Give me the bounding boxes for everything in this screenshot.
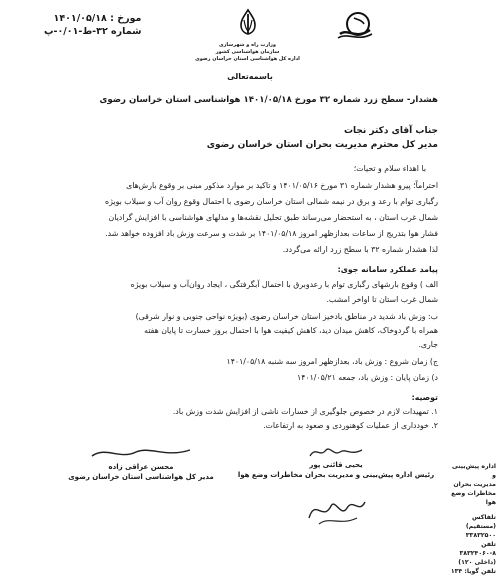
advice-item-2: ۲. خودداری از عملیات کوهنوردی و صعود به ارتفاعات. bbox=[263, 421, 438, 430]
letter-number: شماره ۳۲-ط-۰/۰۱-پ bbox=[44, 26, 142, 37]
body-line-5: لذا هشدار شماره ۳۲ با سطح زرد ارائه می‌گردد. bbox=[282, 245, 438, 254]
org-name: سازمان هواشناسی کشور bbox=[215, 49, 280, 55]
meteorology-logo-icon bbox=[334, 10, 376, 46]
sidebar-line: تلفاکس (مستقیم) bbox=[465, 514, 496, 530]
item-b-line-3: جاری. bbox=[418, 340, 438, 349]
signer-title-left: مدیر کل هواشناسی استان خراسان رضوی bbox=[68, 473, 214, 481]
item-b-line-1: ب: وزش باد شدید در مناطق بادخیز استان خراسان رضوی (بویژه نواحی جنوبی و نوار شرقی) bbox=[135, 312, 438, 321]
body-line-4: فشار هوا بتدریج از ساعات بعدازظهر امروز ۱۴۰۱/۰۵/۱۸ بر شدت و سرعت وزش باد افزوده خواهد شد. bbox=[105, 229, 438, 238]
iran-emblem-block bbox=[180, 8, 315, 63]
bismillah: باسمه‌تعالی bbox=[227, 72, 273, 81]
recipient-name: جناب آقای دکتر نجات bbox=[343, 126, 438, 136]
sidebar-line: هوا bbox=[485, 499, 496, 506]
sidebar-line: مخاطرات وضع bbox=[451, 490, 496, 497]
item-d: د) زمان پایان : وزش باد، جمعه ۱۴۰۱/۰۵/۲۱ bbox=[297, 373, 438, 382]
advice-item-1: ۱. تمهیدات لازم در خصوص جلوگیری از خسارات ناشی از افزایش شدت وزش باد. bbox=[172, 407, 438, 416]
advice-heading: توصیه: bbox=[411, 393, 438, 402]
sidebar-line: تلفن bbox=[481, 541, 496, 548]
signature-block-right bbox=[236, 444, 436, 528]
signer-name-right: یحیی قائنی پور bbox=[309, 461, 363, 469]
letter-date: مورخ : ۱۴۰۱/۰۵/۱۸ bbox=[53, 13, 142, 24]
greeting: با اهداء سلام و تحیات؛ bbox=[353, 164, 426, 173]
contact-sidebar bbox=[446, 462, 496, 576]
forecast-heading: پیامد عملکرد سامانه جوی: bbox=[337, 265, 438, 274]
handwritten-signature bbox=[301, 488, 371, 528]
subject-line: هشدار- سطح زرد شماره ۳۲ مورخ ۱۴۰۱/۰۵/۱۸ هواشناسی استان خراسان رضوی bbox=[99, 95, 438, 105]
signer-title-right: رئیس اداره پیش‌بینی و مدیریت بحران مخاطرات وضع هوا bbox=[237, 471, 435, 479]
letter-meta bbox=[44, 12, 141, 38]
body-line-2: رگباری توام با رعد و برق در نیمه شمالی استان خراسان رضوی با احتمال وقوع روان آب و سیلاب بویژه bbox=[105, 197, 438, 206]
iran-emblem-icon bbox=[235, 8, 261, 36]
signer-name-left: محسن عراقی زاده bbox=[108, 463, 174, 471]
sidebar-line: مدیریت بحران bbox=[453, 481, 496, 488]
item-a-line-1: الف ) وقوع بارشهای رگباری توام با رعدوبرق با احتمال آبگرفتگی ، ایجاد روان‌آب و سیلاب بویژه bbox=[130, 280, 438, 289]
body-line-1: احتراماً؛ پیرو هشدار شماره ۳۱ مورخ ۱۴۰۱/۰۵/۱۶ و تاکید بر موارد مذکور مبنی بر وقوع بارش‌های bbox=[126, 181, 438, 190]
sidebar-line: ۳۸۳۲۴۰۶۰-۸ bbox=[459, 550, 496, 557]
signature-block-left bbox=[66, 444, 216, 482]
item-b-line-2: همراه با گردوخاک، کاهش میدان دید، کاهش کیفیت هوا با احتمال بروز خسارت تا پایان هفته bbox=[144, 326, 438, 335]
sidebar-line: (داخلی ۱۲۰) bbox=[458, 559, 496, 566]
sidebar-line: ۳۳۸۳۲۵۰۰ bbox=[465, 532, 496, 539]
handwritten-signature bbox=[306, 444, 366, 460]
sidebar-line: تلفن گویا: ۱۳۴ bbox=[450, 568, 496, 575]
office-name: اداره کل هواشناسی استان خراسان رضوی bbox=[195, 56, 300, 62]
ministry-name: وزارت راه و شهرسازی bbox=[218, 42, 277, 48]
item-a-line-2: شمال غرب استان تا اواخر امشب. bbox=[326, 295, 438, 304]
body-line-3: شمال غرب استان ، به استحضار می‌رساند طبق تحلیل نقشه‌ها و مدلهای هواشناسی با افزایش گرادیان bbox=[108, 213, 438, 222]
item-c: ج) زمان شروع : وزش باد، بعدازظهر امروز سه شنبه ۱۴۰۱/۰۵/۱۸ bbox=[226, 357, 438, 366]
recipient-title: مدیر کل محترم مدیریت بحران استان خراسان رضوی bbox=[206, 140, 438, 150]
handwritten-signature bbox=[86, 444, 196, 462]
sidebar-line: اداره پیش‌بینی و bbox=[451, 463, 496, 479]
